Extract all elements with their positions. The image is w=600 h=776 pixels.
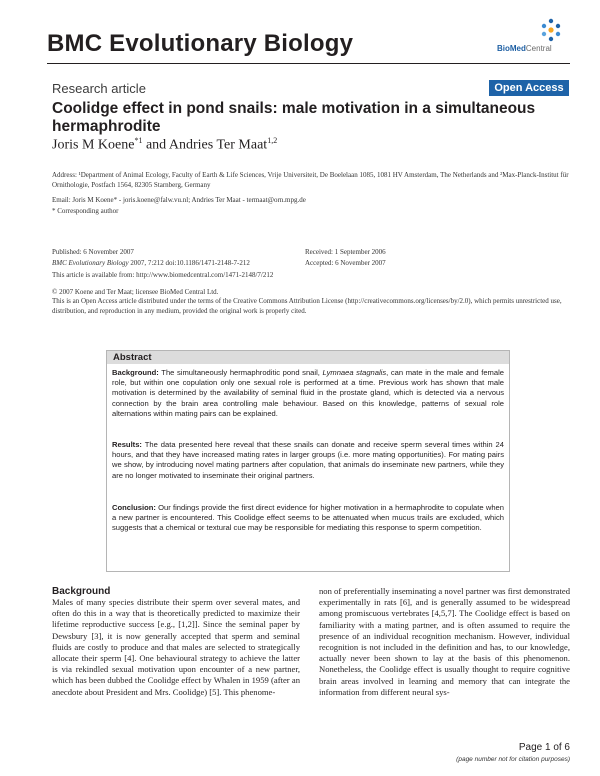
author-list bbox=[52, 136, 277, 154]
abstract-results-text: The data presented here reveal that these snails can donate and receive sperm several times within 24 hours, and that they have increased mating rates in larger groups (i.e. more mating opportunities). For mating pairs we show, by introducing novel mating partners after copulation, that animals do inseminate new partners, while they are no longer motivated to inseminate their original partners. bbox=[112, 440, 504, 480]
page-number-note: (page number not for citation purposes) bbox=[456, 756, 570, 763]
logo-text-biomed: BioMed bbox=[497, 44, 526, 53]
author-address: Address: ¹Department of Animal Ecology, Faculty of Earth & Life Sciences, Vrije Universiteit, De Boelelaan 1085, 1081 HV Amsterdam, The Netherlands and ²Max-Planck-Institut für Ornithologie, Postfach 1564, 82305 Starnberg, Germany bbox=[52, 171, 569, 189]
abstract-box bbox=[106, 350, 510, 572]
author-koene-affiliation: *1 bbox=[134, 136, 143, 145]
abstract-conclusion bbox=[112, 503, 504, 534]
abstract-background bbox=[112, 368, 504, 419]
publisher-logo[interactable] bbox=[497, 18, 573, 58]
author-emails[interactable]: Email: Joris M Koene* - joris.koene@falw.vu.nl; Andries Ter Maat - termaat@orn.mpg.de bbox=[52, 196, 306, 204]
author-separator: and bbox=[142, 137, 169, 153]
article-type: Research article bbox=[52, 81, 146, 96]
body-column-left: Males of many species distribute their sperm over several mates, and often do this in a way that is theoretically predicted to maximize their lifetime reproductive success [e.g., [1,2]]. Since the seminal paper by Dewsbury [3], it is now generally accepted that sperm and seminal fluids are costly to produce and that males are selected to strategically allocate their sperm [4]. One behavioural strategy to achieve the latter is via rekindled sexual motivation upon encounter of a new partner, which has been dubbed the Coolidge effect by Whalen in 1959 (after an anecdote about President and Mrs. Coolidge) [5]. This phenome- bbox=[52, 597, 300, 697]
logo-text-central: Central bbox=[525, 44, 552, 53]
corresponding-author-note: * Corresponding author bbox=[52, 207, 119, 215]
biomed-dots-icon bbox=[539, 18, 563, 44]
author-termaat[interactable]: Andries Ter Maat bbox=[168, 137, 268, 153]
abstract-background-text: The simultaneously hermaphroditic pond snail, bbox=[158, 368, 323, 377]
journal-title: BMC Evolutionary Biology bbox=[47, 30, 354, 57]
abstract-background-label: Background: bbox=[112, 368, 159, 377]
copyright-notice: © 2007 Koene and Ter Maat; licensee BioMed Central Ltd. bbox=[52, 288, 219, 296]
author-termaat-affiliation: 1,2 bbox=[267, 136, 278, 145]
article-url[interactable]: This article is available from: http://www.biomedcentral.com/1471-2148/7/212 bbox=[52, 271, 274, 279]
citation-details: 2007, 7:212 doi:10.1186/1471-2148-7-212 bbox=[128, 259, 250, 267]
abstract-results-label: Results: bbox=[112, 440, 142, 449]
abstract-conclusion-text: Our findings provide the first direct evidence for higher motivation in a hermaphrodite to copulate when a new partner is encountered. This Coolidge effect seems to be attenuated when mucus trails are excluded, which suggests that a chemical or textural cue may be responsible for mediating this response to sperm competition. bbox=[112, 503, 504, 533]
abstract-background-text-cont: , can mate in the male and female role, but within one copulation only one sexual role is performed at a time. Previous work has shown that male motivation is determined by the availability of seminal fluid in the prostate gland, which is detected via a nervous connection by the brain area controlling male behaviour. Based on this knowledge, patterns of sexual role alternations within mating pairs can be explained. bbox=[112, 368, 505, 418]
citation-journal: BMC Evolutionary Biology bbox=[52, 259, 129, 267]
abstract-results bbox=[112, 440, 504, 481]
publisher-logo-text bbox=[497, 44, 552, 53]
received-date: Received: 1 September 2006 bbox=[305, 248, 386, 256]
published-date: Published: 6 November 2007 bbox=[52, 248, 134, 256]
species-name: Lymnaea stagnalis bbox=[322, 368, 387, 377]
section-heading-background: Background bbox=[52, 586, 111, 597]
abstract-heading: Abstract bbox=[107, 351, 509, 364]
citation bbox=[52, 259, 250, 269]
article-title: Coolidge effect in pond snails: male motivation in a simultaneous hermaphrodite bbox=[52, 100, 536, 135]
body-column-right: non of preferentially inseminating a novel partner was first demonstrated experimentally in rats [6], and is generally assumed to be widespread among promiscuous vertebrates [4,5,7]. The Coolidge effect is based on familiarity with a mating partner, and is often assumed to require the presence of an individual recognition mechanism. However, individual recognition is not included in the definition and has, to our knowledge, actually never been shown to lay at the basis of this phenomenon. Nonetheless, the Coolidge effect is usually thought to require cognitive brain areas involved in learning and memory that can integrate the information from different neural sys- bbox=[319, 586, 570, 697]
license-notice[interactable]: This is an Open Access article distributed under the terms of the Creative Commons Attribution License (http://creativecommons.org/licenses/by/2.0), which permits unrestricted use, distribution, and reproduction in any medium, provided the original work is properly cited. bbox=[52, 297, 562, 315]
accepted-date: Accepted: 6 November 2007 bbox=[305, 259, 386, 267]
open-access-badge[interactable]: Open Access bbox=[489, 80, 569, 96]
abstract-conclusion-label: Conclusion: bbox=[112, 503, 156, 512]
page-number: Page 1 of 6 bbox=[518, 742, 570, 753]
header-divider bbox=[47, 63, 570, 64]
author-koene[interactable]: Joris M Koene bbox=[52, 137, 135, 153]
